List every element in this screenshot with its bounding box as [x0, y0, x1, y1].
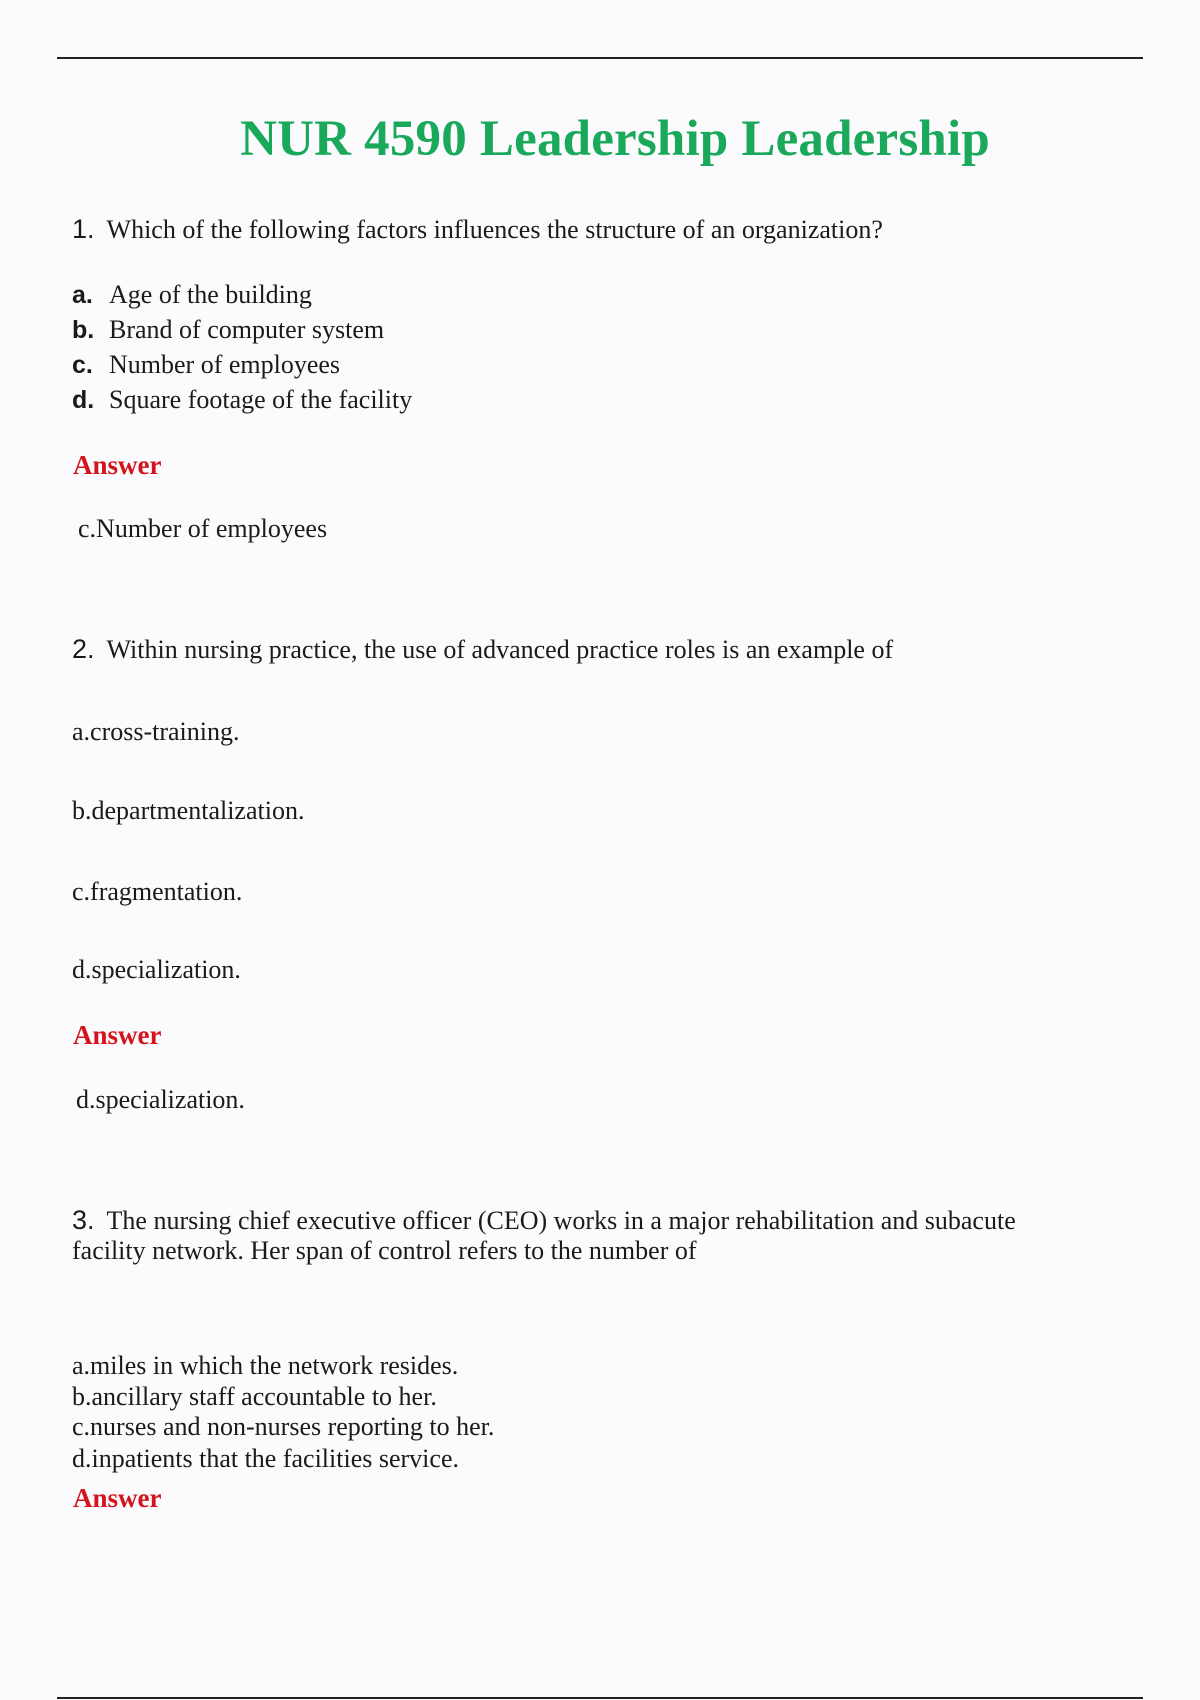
- question-3: [72, 1205, 1016, 1266]
- option-c: c.nurses and non-nurses reporting to her.: [72, 1412, 495, 1441]
- question-line: facility network. Her span of control refers to the number of: [72, 1236, 697, 1265]
- page-title: NUR 4590 Leadership Leadership: [240, 111, 990, 167]
- option-text: Brand of computer system: [109, 315, 385, 344]
- option-d: [72, 385, 412, 415]
- footer-rule: [57, 1697, 1143, 1699]
- option-text: Age of the building: [109, 280, 312, 309]
- option-c: [72, 350, 340, 380]
- option-text: Square footage of the facility: [109, 385, 413, 414]
- answer-label: Answer: [73, 1020, 162, 1050]
- answer-label: Answer: [73, 450, 162, 480]
- option-a: a.miles in which the network resides.: [72, 1351, 459, 1380]
- option-a: a.cross-training.: [72, 717, 240, 746]
- option-c: c.fragmentation.: [72, 877, 243, 906]
- answer-text: d.specialization.: [76, 1085, 245, 1114]
- option-letter: c.: [72, 351, 93, 379]
- option-a: [72, 280, 312, 310]
- option-letter: b.: [72, 316, 95, 344]
- question-text: Within nursing practice, the use of advanced practice roles is an example of: [106, 635, 894, 664]
- option-text: Number of employees: [109, 350, 341, 379]
- option-letter: d.: [72, 386, 95, 414]
- option-letter: a.: [72, 281, 93, 309]
- question-number: 2.: [72, 634, 95, 664]
- answer-label: Answer: [73, 1483, 162, 1513]
- question-text: Which of the following factors influences the structure of an organization?: [106, 215, 883, 244]
- answer-text: c.Number of employees: [78, 514, 328, 543]
- question-line: [72, 1205, 1016, 1236]
- question-number: 1.: [72, 214, 95, 244]
- option-b: b.departmentalization.: [72, 796, 305, 825]
- question-1: [72, 214, 883, 245]
- question-text: The nursing chief executive officer (CEO) works in a major rehabilitation and subacute: [106, 1206, 1016, 1235]
- option-d: d.specialization.: [72, 955, 241, 984]
- question-number: 3.: [72, 1205, 95, 1235]
- option-d: d.inpatients that the facilities service.: [72, 1444, 459, 1473]
- header-rule: [57, 57, 1143, 59]
- option-b: [72, 315, 384, 345]
- option-b: b.ancillary staff accountable to her.: [72, 1382, 437, 1411]
- question-2: [72, 634, 893, 665]
